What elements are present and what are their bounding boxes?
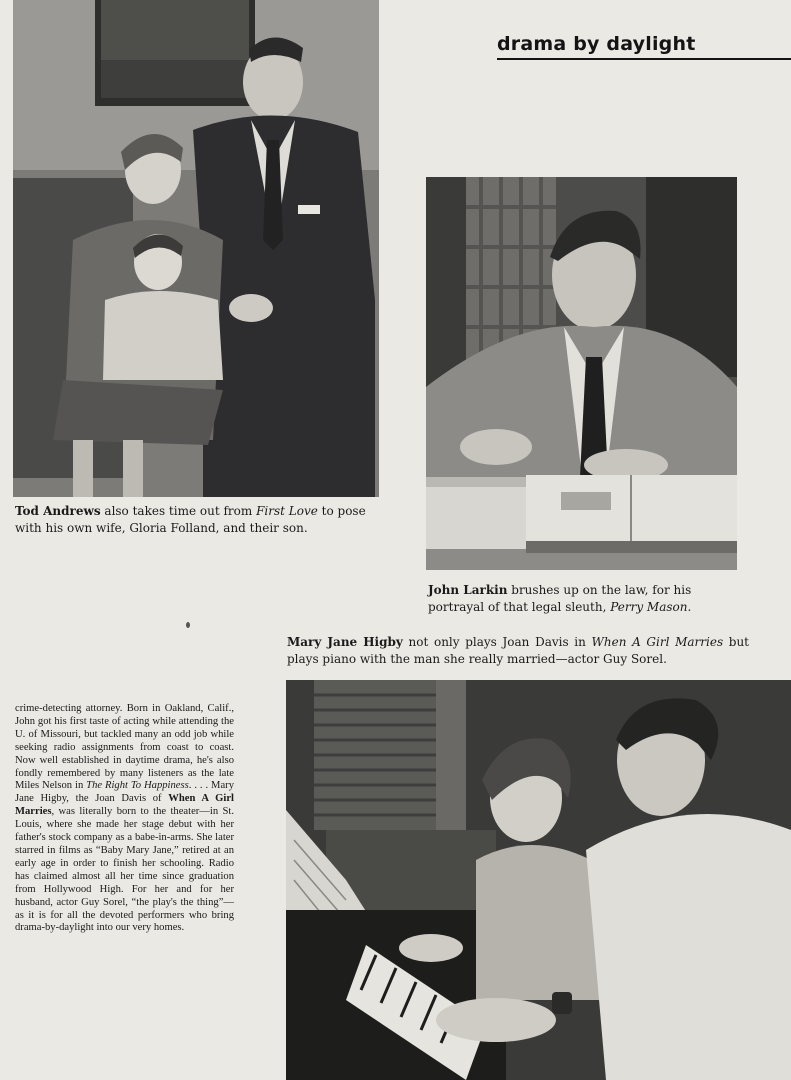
caption-andrews-show: First Love: [256, 504, 318, 518]
family-portrait-illustration: [13, 0, 379, 497]
caption-andrews: [15, 503, 377, 537]
couple-at-piano-photo: [286, 680, 791, 1080]
article-text-1: crime-detecting attorney. Born in Oakland, Calif., John got his first taste of acting while attending the U. of Missouri, but tackled many an odd job while seeking radio assignments from coast to coast. Now well established in daytime drama, he's also fondly remembered by many listeners as the late Miles Nelson in: [15, 703, 234, 792]
article-show-title: The Right To Happiness: [86, 780, 189, 792]
article-text-3: , was literally born to the theater—in St. Louis, where she made her stage debut with her father's stock company as a babe-in-arms. She later starred in films as “Baby Mary Jane,” retired at an early age in order to finish her schooling. Radio has claimed almost all her time since graduation from Hollywood High. For her and for her husband, actor Guy Sorel, “the play's the thing”—as it is for all the devoted performers who bring drama-by-daylight into our very homes.: [15, 806, 234, 934]
caption-higby: [287, 634, 749, 668]
title-underline: [497, 58, 791, 60]
caption-andrews-text: also takes time out from: [100, 504, 257, 518]
caption-higby-text-end: but plays piano with the man she really married—actor Guy Sorel.: [287, 635, 750, 666]
caption-larkin-show: Perry Mason: [610, 600, 688, 614]
article-text-2: . . . . Mary Jane Higby, the Joan Davis of: [15, 780, 234, 805]
caption-larkin-text: brushes up on the law, for his portrayal of that legal sleuth,: [428, 583, 692, 614]
caption-larkin-text-end: .: [687, 600, 692, 614]
page-title: drama by daylight: [497, 33, 696, 55]
section-header: [497, 32, 791, 56]
caption-larkin: [428, 582, 738, 616]
piano-illustration: [286, 680, 791, 1080]
caption-higby-show: When A Girl Marries: [591, 635, 724, 649]
article-body: [15, 703, 234, 935]
family-portrait-photo: [13, 0, 379, 497]
law-book-illustration: [426, 177, 737, 570]
man-with-law-book-photo: [426, 177, 737, 570]
caption-andrews-name: Tod Andrews: [15, 504, 101, 518]
caption-higby-text: not only plays Joan Davis in: [402, 635, 592, 649]
caption-higby-name: Mary Jane Higby: [287, 635, 403, 649]
print-smudge: [186, 622, 190, 628]
article-show-title-bold: When A Girl Marries: [15, 793, 234, 818]
caption-larkin-name: John Larkin: [428, 583, 508, 597]
caption-andrews-text-end: to pose with his own wife, Gloria Folland, and their son.: [15, 504, 366, 535]
